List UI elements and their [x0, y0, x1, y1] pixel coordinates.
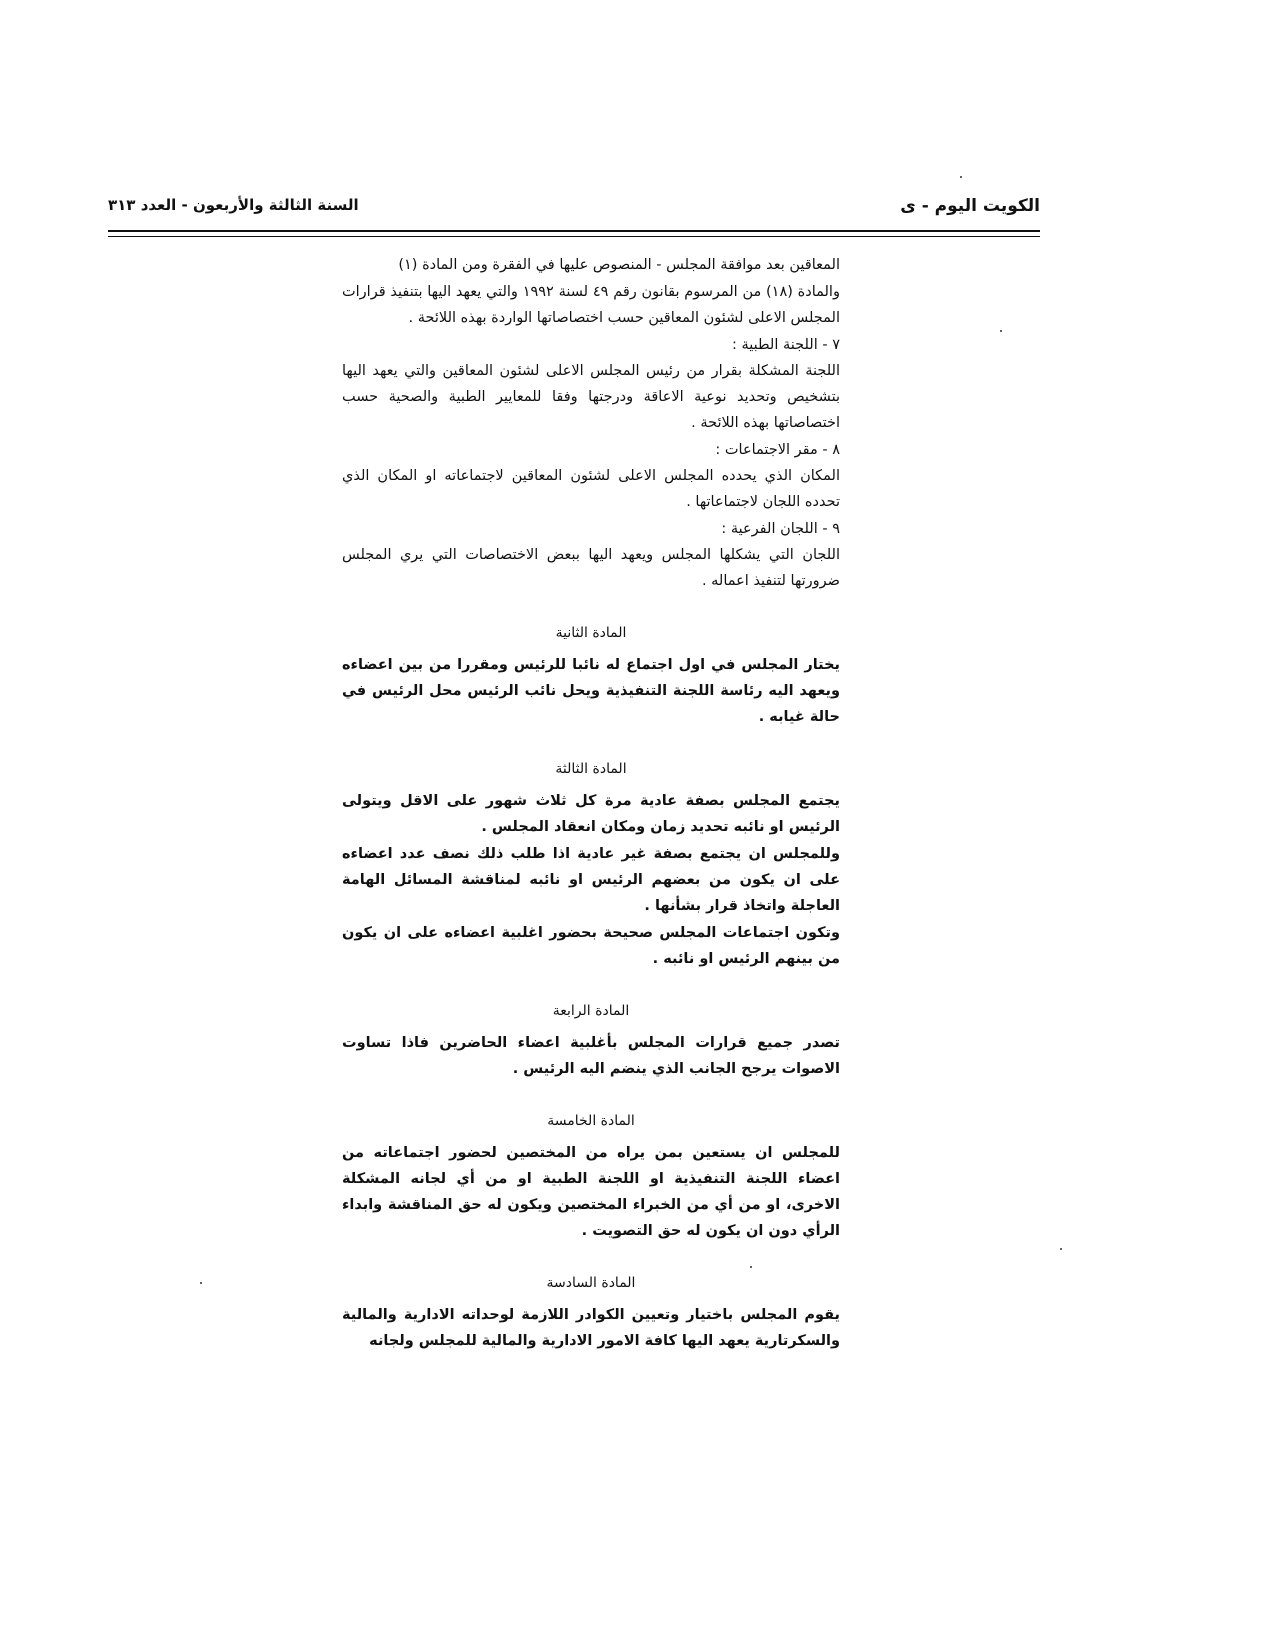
article-4-title: المادة الرابعة — [552, 1003, 630, 1019]
article-5-text: للمجلس ان يستعين بمن يراه من المختصين لحضور اجتماعاته من اعضاء اللجنة التنفيذية او اللجنة الطبية او من أي لجانه المشكلة الاخرى، او من أي من الخبراء المختصين ويكون له حق المناقشة وابداء الرأي دون ان يكون له حق التصويت . — [342, 1145, 840, 1239]
article-3-paragraph-2: وللمجلس ان يجتمع بصفة غير عادية اذا طلب ذلك نصف عدد اعضاءه على ان يكون من بعضهم الرئيس او نائبه لمناقشة المسائل الهامة العاجلة واتخاذ قرار بشأنها . — [342, 846, 840, 914]
item-8-title: ٨ - مقر الاجتماعات : — [715, 442, 840, 458]
scan-speck — [1000, 330, 1002, 332]
item-7-text: اللجنة المشكلة بقرار من رئيس المجلس الاعلى لشئون المعاقين والتي يعهد اليها بتشخيص وتحديد نوعية الاعاقة ودرجتها وفقا للمعايير الطبية والصحية حسب اختصاصاتها بهذه اللائحة . — [342, 363, 840, 431]
intro-line-1: المعاقين بعد موافقة المجلس - المنصوص عليها في الفقرة ومن المادة (١) — [398, 257, 840, 273]
article-3-paragraph-3: وتكون اجتماعات المجلس صحيحة بحضور اغلبية اعضاءه على ان يكون من بينهم الرئيس او نائبه . — [342, 925, 840, 967]
item-8-text: المكان الذي يحدده المجلس الاعلى لشئون المعاقين لاجتماعاته او المكان الذي تحدده اللجان لاجتماعاتها . — [342, 468, 840, 510]
article-2-text: يختار المجلس في اول اجتماع له نائبا للرئيس ومقررا من بين اعضاءه ويعهد اليه رئاسة اللجنة التنفيذية ويحل نائب الرئيس محل الرئيس في حالة غيابه . — [342, 657, 840, 725]
issue-info: السنة الثالثة والأربعون - العدد ٣١٣ — [108, 196, 359, 214]
scan-speck — [960, 176, 962, 178]
header-rule-thick — [108, 230, 1040, 232]
newspaper-name: الكويت اليوم - ى — [900, 196, 1040, 216]
item-9-text: اللجان التي يشكلها المجلس ويعهد اليها ببعض الاختصاصات التي يري المجلس ضرورتها لتنفيذ اعماله . — [342, 547, 840, 589]
item-9-title: ٩ - اللجان الفرعية : — [721, 521, 840, 537]
main-text-column — [342, 252, 840, 1355]
page-header — [108, 196, 1040, 224]
article-5-title: المادة الخامسة — [547, 1113, 635, 1129]
scan-speck — [1060, 1248, 1062, 1250]
header-rule-thin — [108, 236, 1040, 237]
article-6-title: المادة السادسة — [546, 1275, 636, 1291]
scan-speck — [200, 1282, 202, 1284]
scan-speck — [750, 1266, 752, 1268]
item-7-title: ٧ - اللجنة الطبية : — [732, 337, 840, 353]
article-2-title: المادة الثانية — [555, 625, 627, 641]
article-4-text: تصدر جميع قرارات المجلس بأغلبية اعضاء الحاضرين فاذا تساوت الاصوات يرجح الجانب الذي ينضم اليه الرئيس . — [342, 1035, 840, 1077]
article-3-title: المادة الثالثة — [555, 761, 627, 777]
article-6-text: يقوم المجلس باختيار وتعيين الكوادر اللازمة لوحداته الادارية والمالية والسكرتارية يعهد اليها كافة الامور الادارية والمالية للمجلس ولجانه — [342, 1307, 840, 1349]
intro-line-2: والمادة (١٨) من المرسوم بقانون رقم ٤٩ لسنة ١٩٩٢ والتي يعهد اليها بتنفيذ قرارات المجلس الاعلى لشئون المعاقين حسب اختصاصاتها الواردة بهذه اللائحة . — [342, 284, 840, 326]
article-3-paragraph-1: يجتمع المجلس بصفة عادية مرة كل ثلاث شهور على الاقل ويتولى الرئيس او نائبه تحديد زمان ومكان انعقاد المجلس . — [342, 793, 840, 835]
